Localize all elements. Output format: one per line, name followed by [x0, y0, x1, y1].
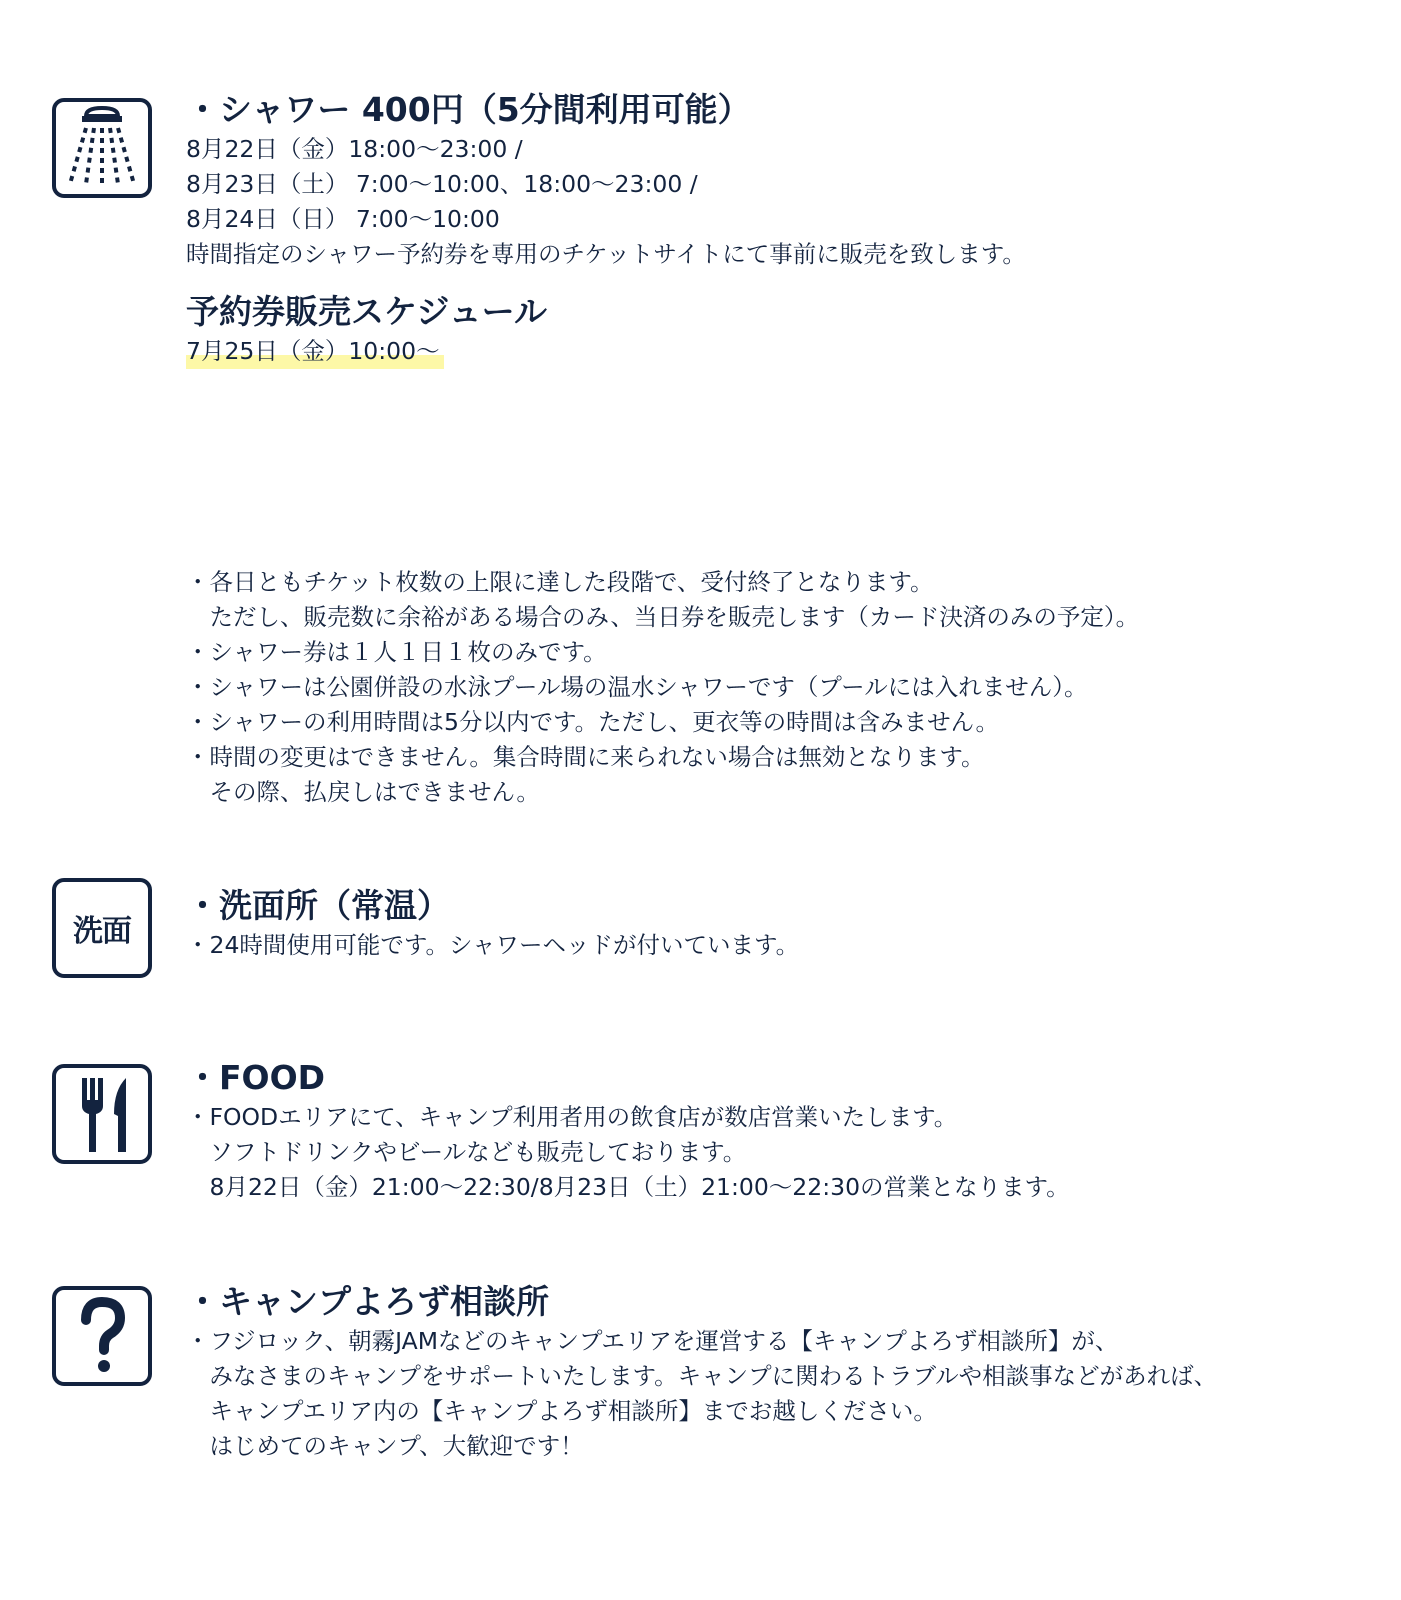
shower-date-3: 8月24日（日） 7:00～10:00: [186, 205, 500, 233]
schedule-date: 7月25日（金）10:00～: [186, 334, 444, 369]
washroom-section: [186, 884, 1341, 963]
rule-line: ただし、販売数に余裕がある場合のみ、当日券を販売します（カード決済のみの予定）。: [186, 603, 1140, 631]
fork-knife-icon: [52, 1064, 152, 1164]
shower-icon: [52, 98, 152, 198]
food-line: 8月22日（金）21:00～22:30/8月23日（土）21:00～22:30の営業となります。: [186, 1173, 1070, 1201]
food-line: ・FOODエリアにて、キャンプ利用者用の飲食店が数店営業いたします。: [186, 1103, 958, 1131]
rule-line: ・シャワー券は１人１日１枚のみです。: [186, 638, 607, 666]
schedule-title: 予約券販売スケジュール: [186, 292, 548, 331]
rule-line: ・時間の変更はできません。集合時間に来られない場合は無効となります。: [186, 743, 985, 771]
food-line: ソフトドリンクやビールなども販売しております。: [186, 1138, 747, 1166]
question-mark-icon: [52, 1286, 152, 1386]
washroom-icon-label: 洗面: [73, 914, 131, 949]
consult-line: ・フジロック、朝霧JAMなどのキャンプエリアを運営する【キャンプよろず相談所】が、: [186, 1327, 1119, 1355]
consult-line: キャンプエリア内の【キャンプよろず相談所】までお越しください。: [186, 1397, 937, 1425]
shower-date-2: 8月23日（土） 7:00～10:00、18:00～23:00 /: [186, 170, 698, 198]
washroom-icon: [52, 878, 152, 978]
shower-section: [186, 88, 1341, 369]
shower-rules: [186, 565, 1341, 810]
consult-title: ・キャンプよろず相談所: [186, 1282, 549, 1321]
shower-title: ・シャワー 400円（5分間利用可能）: [186, 90, 751, 129]
shower-date-1: 8月22日（金）18:00～23:00 /: [186, 135, 523, 163]
rule-line: ・シャワーは公園併設の水泳プール場の温水シャワーです（プールには入れません）。: [186, 673, 1088, 701]
washroom-line: ・24時間使用可能です。シャワーヘッドが付いています。: [186, 931, 800, 959]
consult-section: [186, 1280, 1341, 1464]
washroom-title: ・洗面所（常温）: [186, 886, 450, 925]
consult-line: みなさまのキャンプをサポートいたします。キャンプに関わるトラブルや相談事などがあれば、: [186, 1362, 1218, 1390]
food-section: [186, 1056, 1341, 1205]
consult-line: はじめてのキャンプ、大歓迎です！: [186, 1432, 584, 1460]
rule-line: その際、払戻しはできません。: [186, 778, 540, 806]
shower-note: 時間指定のシャワー予約券を専用のチケットサイトにて事前に販売を致します。: [186, 240, 1026, 268]
food-title: ・FOOD: [186, 1058, 326, 1097]
rule-line: ・各日ともチケット枚数の上限に達した段階で、受付終了となります。: [186, 568, 934, 596]
rule-line: ・シャワーの利用時間は5分以内です。ただし、更衣等の時間は含みません。: [186, 708, 1000, 736]
